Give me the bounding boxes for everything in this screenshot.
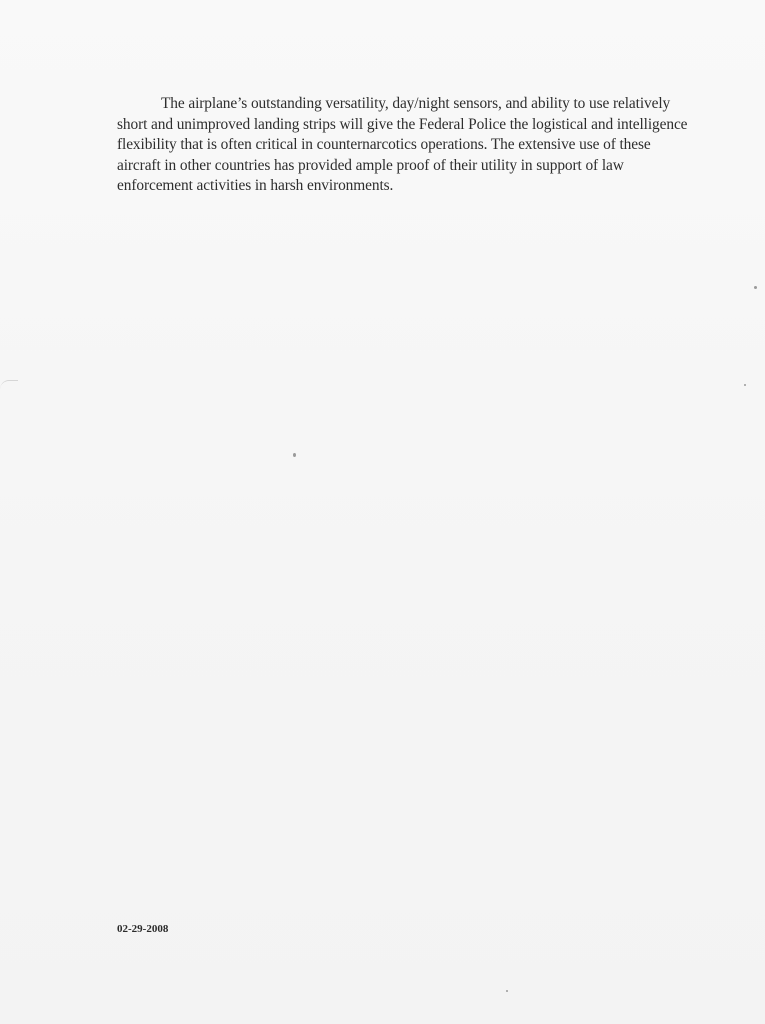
scan-speck [293,453,296,457]
scan-speck [506,990,508,992]
scan-edge-mark [0,380,18,399]
footer-date: 02-29-2008 [117,923,169,935]
body-paragraph: The airplane’s outstanding versatility, day/night sensors, and ability to use relatively short and unimproved landing strips will give the Federal Police the logistical and intelligence flexibility that is often critical in counternarcotics operations. The extensive use of these aircraft in other countries has provided ample proof of their utility in support of law enforcement activities in harsh environments. [117,95,688,195]
scan-speck [744,384,746,386]
scan-speck [754,286,757,289]
